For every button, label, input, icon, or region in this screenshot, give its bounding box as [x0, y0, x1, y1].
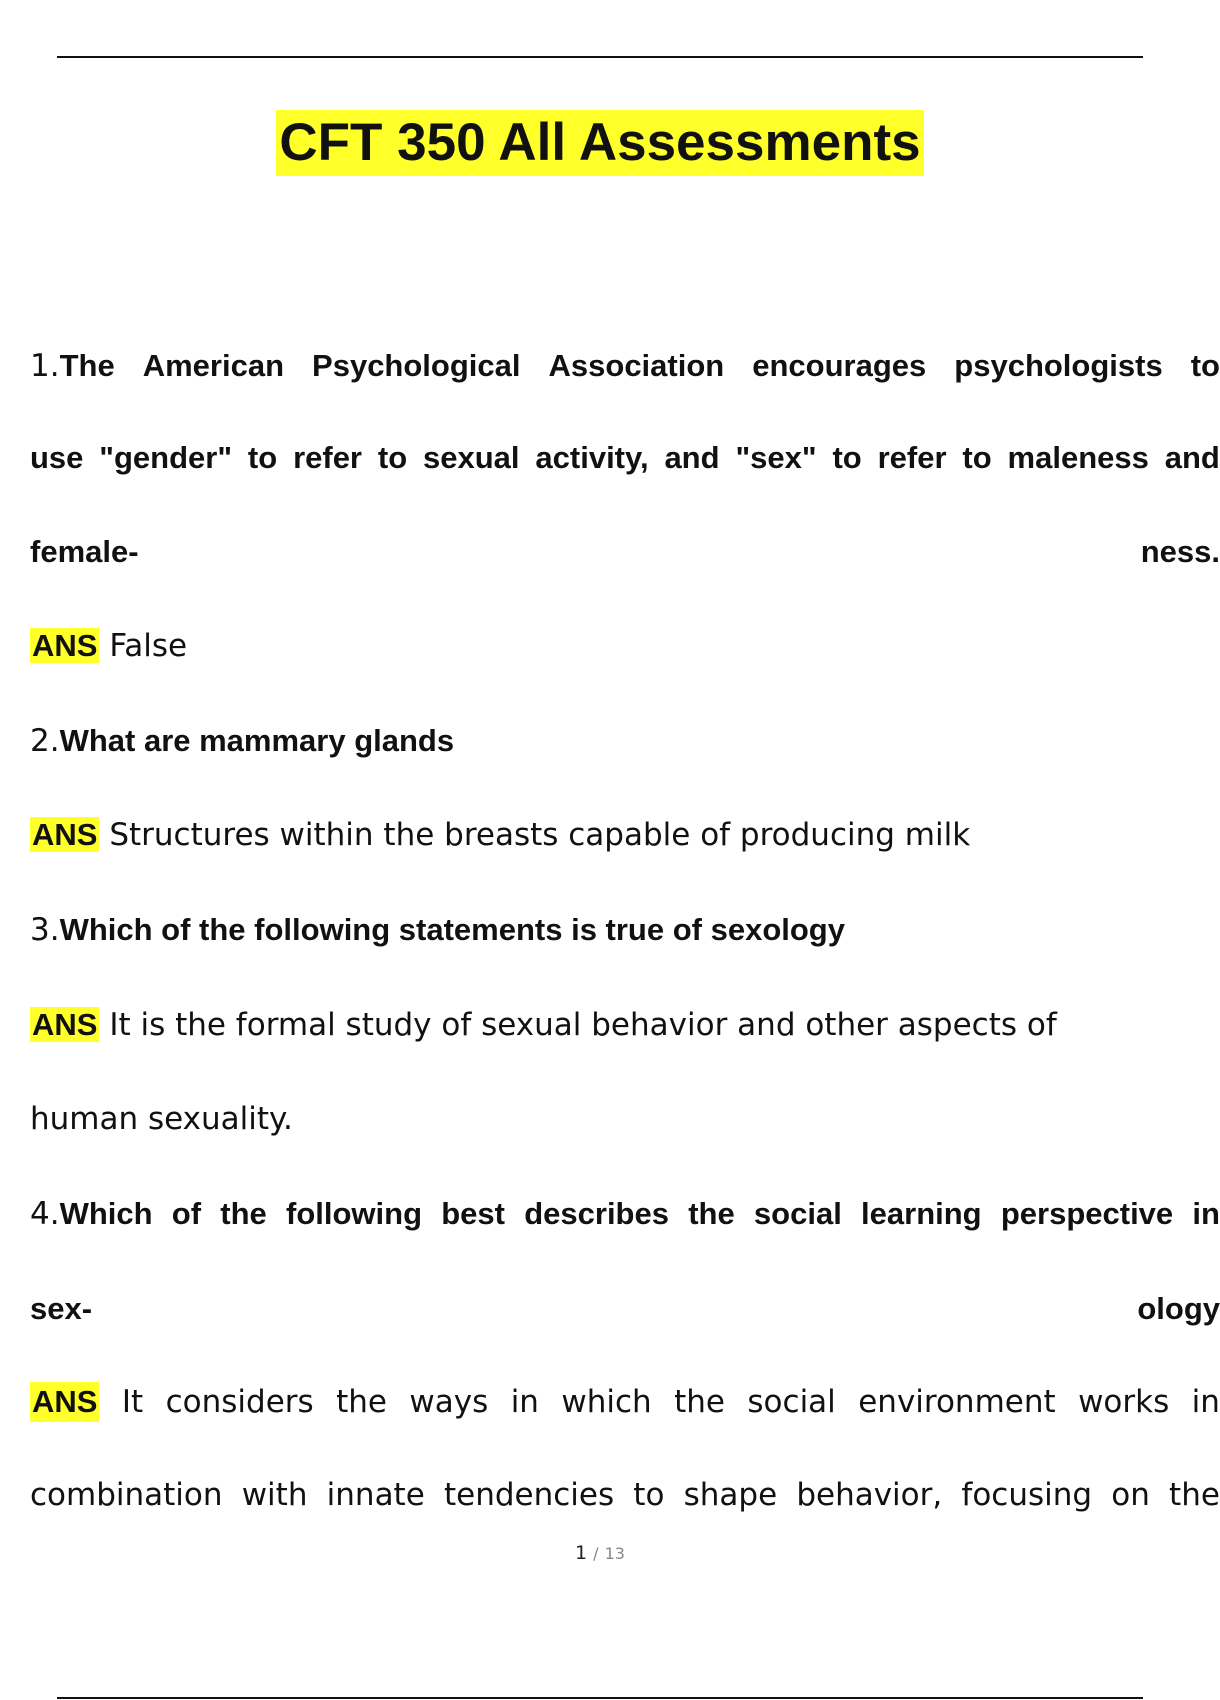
question-1-line-2: use "gender" to refer to sexual activity, and "sex" to refer to maleness and — [30, 440, 1220, 475]
ans-label: ANS — [32, 628, 98, 663]
page-separator: / — [593, 1544, 599, 1563]
ans-label: ANS — [32, 1007, 98, 1042]
ans-label: ANS — [30, 1382, 99, 1422]
page-current: 1 — [575, 1542, 588, 1564]
answer-3-line-2 — [30, 1099, 293, 1139]
document-title: CFT 350 All Assessments — [276, 110, 923, 176]
answer-text: False — [109, 628, 188, 664]
question-number: 4. — [30, 1196, 60, 1232]
question-1-line-3: female- ness. — [30, 534, 1220, 569]
question-4-line-2: sex- ology — [30, 1291, 1220, 1326]
title-container — [0, 110, 1200, 176]
answer-1 — [30, 626, 187, 666]
answer-text: Structures within the breasts capable of producing milk — [109, 817, 971, 853]
top-rule — [57, 56, 1143, 58]
question-number: 3. — [30, 912, 60, 948]
question-1-line-1: 1.The American Psychological Association encourages psychologists to — [30, 348, 1220, 384]
answer-4-line-2: combination with innate tendencies to shape behavior, focusing on the — [30, 1477, 1220, 1513]
page-indicator — [0, 1542, 1200, 1564]
question-4-line-1: 4.Which of the following best describes the social learning perspective in — [30, 1196, 1220, 1232]
bottom-rule — [57, 1697, 1143, 1699]
question-text: What are mammary glands — [59, 723, 455, 758]
answer-4-line-1: ANS It considers the ways in which the social environment works in — [32, 1384, 1220, 1420]
answer-text: It is the formal study of sexual behavior and other aspects of — [109, 1007, 1057, 1043]
question-3 — [30, 910, 845, 950]
answer-3-line-1 — [30, 1005, 1057, 1045]
page-total: 13 — [604, 1544, 625, 1563]
answer-text: human sexuality. — [30, 1101, 293, 1137]
question-number: 1. — [30, 348, 60, 384]
question-2 — [30, 721, 454, 761]
question-text: Which of the following statements is true of sexology — [59, 912, 845, 947]
answer-2 — [30, 815, 970, 855]
question-number: 2. — [30, 723, 60, 759]
ans-label: ANS — [32, 817, 98, 852]
